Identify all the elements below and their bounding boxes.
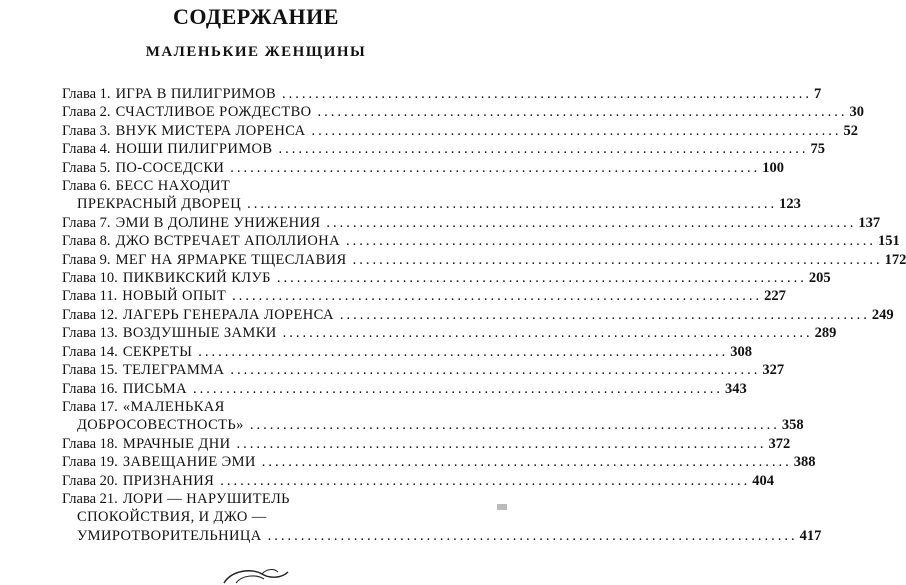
page-number: 417 [799, 527, 822, 544]
dot-leader: ................................................................................ [352, 251, 883, 268]
dot-leader: ................................................................................ [339, 306, 870, 323]
chapter-number: Глава 13. [62, 325, 118, 342]
toc-entry [62, 287, 786, 305]
chapter-title: ВНУК МИСТЕРА ЛОРЕНСА [115, 122, 306, 139]
toc-entry-line [62, 472, 774, 490]
toc-entry-line [62, 416, 804, 434]
chapter-number: Глава 9. [62, 251, 111, 268]
chapter-title: ПРЕКРАСНЫЙ ДВОРЕЦ [77, 196, 242, 213]
dot-leader: ................................................................................ [232, 288, 763, 305]
toc-entry-line [62, 232, 900, 250]
chapter-title: ВОЗДУШНЫЕ ЗАМКИ [122, 325, 277, 342]
toc-entry-line [62, 214, 881, 232]
page-number: 7 [814, 86, 822, 102]
page-title: СОДЕРЖАНИЕ [173, 4, 339, 29]
page-number: 30 [849, 104, 865, 121]
page-number: 249 [871, 306, 894, 323]
chapter-number: Глава 20. [62, 472, 118, 489]
toc-entry [62, 251, 906, 269]
book-title: МАЛЕНЬКИЕ ЖЕНЩИНЫ [145, 44, 367, 60]
chapter-title: МЕГ НА ЯРМАРКЕ ТЩЕСЛАВИЯ [115, 251, 347, 268]
toc-entry-line [62, 380, 747, 398]
chapter-number: Глава 17. [62, 398, 118, 415]
page-number: 52 [843, 122, 858, 139]
toc-entry-line [62, 177, 462, 195]
chapter-title: ПИКВИКСКИЙ КЛУБ [122, 270, 271, 287]
toc-entry [62, 343, 752, 361]
page-number: 372 [768, 435, 791, 452]
flourish-ornament-icon [222, 566, 292, 585]
chapter-number: Глава 6. [62, 178, 111, 195]
dot-leader: ................................................................................ [282, 86, 813, 102]
chapter-title: УМИРОТВОРИТЕЛЬНИЦА [77, 527, 262, 544]
page-number: 358 [781, 417, 804, 434]
chapter-title: СПОКОЙСТВИЯ, И ДЖО — [77, 509, 267, 526]
chapter-title: СЧАСТЛИВОЕ РОЖДЕСТВО [115, 104, 312, 121]
chapter-title: ЛОРИ — НАРУШИТЕЛЬ [122, 490, 290, 507]
dot-leader: ................................................................................ [236, 435, 767, 452]
chapter-title: МРАЧНЫЕ ДНИ [122, 435, 231, 452]
page-number: 123 [779, 196, 801, 213]
page-number: 227 [764, 288, 786, 305]
page-number: 205 [808, 270, 831, 287]
toc-entry-line [62, 85, 822, 103]
chapter-title: ЭМИ В ДОЛИНЕ УНИЖЕНИЯ [115, 214, 321, 231]
chapter-number: Глава 18. [62, 435, 118, 452]
chapter-number: Глава 19. [62, 454, 118, 471]
toc-entry [62, 232, 900, 250]
chapter-title: СЕКРЕТЫ [122, 343, 193, 360]
page-number: 343 [724, 380, 747, 397]
toc-entry [62, 140, 825, 158]
chapter-number: Глава 1. [62, 86, 111, 102]
toc-entry [62, 435, 791, 453]
chapter-title: ПО-СОСЕДСКИ [115, 159, 225, 176]
page-number: 172 [884, 251, 906, 268]
chapter-title: ПРИЗНАНИЯ [122, 472, 215, 489]
toc-entry [62, 122, 858, 140]
chapter-number: Глава 10. [62, 270, 118, 287]
chapter-title: ИГРА В ПИЛИГРИМОВ [115, 86, 277, 102]
toc-entry-line [62, 306, 894, 324]
toc-entry [62, 324, 837, 342]
dot-leader: ................................................................................ [261, 454, 792, 471]
toc-entry-line [62, 453, 816, 471]
page-number: 388 [793, 454, 816, 471]
chapter-number: Глава 7. [62, 214, 111, 231]
chapter-number: Глава 16. [62, 380, 118, 397]
toc-entry-line [62, 398, 462, 416]
page-number: 327 [762, 362, 785, 379]
chapter-number: Глава 11. [62, 288, 118, 305]
toc-entry-line [62, 508, 462, 526]
toc-entry-line [62, 103, 865, 121]
chapter-title: ЗАВЕЩАНИЕ ЭМИ [122, 454, 256, 471]
chapter-title: ЛАГЕРЬ ГЕНЕРАЛА ЛОРЕНСА [122, 306, 334, 323]
dot-leader: ................................................................................ [326, 214, 857, 231]
chapter-title: ДОБРОСОВЕСТНОСТЬ» [77, 417, 244, 434]
toc-entry [62, 306, 894, 324]
page-number: 308 [730, 343, 752, 360]
toc-entry-line [62, 527, 822, 545]
dot-leader: ................................................................................ [267, 527, 798, 544]
toc-entry-line [62, 361, 785, 379]
chapter-title: ТЕЛЕГРАММА [122, 362, 225, 379]
toc-entry-line [62, 343, 752, 361]
toc-entry-line [62, 251, 906, 269]
toc-entry [62, 453, 816, 471]
toc-entry [62, 177, 801, 214]
toc-entry-line [62, 195, 801, 213]
page-number: 151 [877, 233, 900, 250]
dot-leader: ................................................................................ [192, 380, 723, 397]
page-number: 404 [752, 472, 774, 489]
toc-entry-line [62, 435, 791, 453]
dot-leader: ................................................................................ [278, 141, 809, 158]
dot-leader: ................................................................................ [230, 362, 761, 379]
toc-entry [62, 380, 747, 398]
toc-entry [62, 85, 822, 103]
dot-leader: ................................................................................ [247, 196, 778, 213]
chapter-title: НОВЫЙ ОПЫТ [122, 288, 227, 305]
chapter-number: Глава 12. [62, 306, 118, 323]
toc-entry [62, 214, 881, 232]
dot-leader: ................................................................................ [220, 472, 751, 489]
chapter-title: НОШИ ПИЛИГРИМОВ [115, 141, 273, 158]
dot-leader: ................................................................................ [230, 159, 761, 176]
toc-entry-line [62, 324, 837, 342]
toc-entry-line [62, 269, 831, 287]
chapter-number: Глава 8. [62, 233, 111, 250]
chapter-title: ПИСЬМА [122, 380, 187, 397]
chapter-number: Глава 21. [62, 490, 118, 507]
toc-entry [62, 398, 804, 435]
toc-entry-line [62, 490, 462, 508]
dot-leader: ................................................................................ [276, 270, 807, 287]
page-number: 289 [814, 325, 837, 342]
page-number: 100 [762, 159, 785, 176]
chapter-number: Глава 4. [62, 141, 111, 158]
toc-entry-line [62, 140, 825, 158]
toc-entry-line [62, 287, 786, 305]
chapter-number: Глава 14. [62, 343, 118, 360]
chapter-title: «МАЛЕНЬКАЯ [122, 398, 225, 415]
chapter-number: Глава 15. [62, 362, 118, 379]
toc-entry [62, 361, 785, 379]
page-number: 75 [810, 141, 825, 158]
dot-leader: ................................................................................ [249, 417, 780, 434]
dot-leader: ................................................................................ [282, 325, 813, 342]
page-number: 137 [858, 214, 881, 231]
dot-leader: ................................................................................ [198, 343, 729, 360]
chapter-number: Глава 2. [62, 104, 111, 121]
toc-entry [62, 269, 831, 287]
edge-mark [497, 504, 507, 510]
dot-leader: ................................................................................ [317, 104, 848, 121]
toc-entry-line [62, 159, 785, 177]
chapter-number: Глава 5. [62, 159, 111, 176]
toc-entry [62, 472, 774, 490]
chapter-title: ДЖО ВСТРЕЧАЕТ АПОЛЛИОНА [115, 233, 340, 250]
toc-entry [62, 159, 785, 177]
table-of-contents [62, 85, 906, 545]
toc-entry-line [62, 122, 858, 140]
dot-leader: ................................................................................ [311, 122, 842, 139]
chapter-title: БЕСС НАХОДИТ [115, 178, 231, 195]
toc-entry [62, 490, 822, 545]
dot-leader: ................................................................................ [345, 233, 876, 250]
chapter-number: Глава 3. [62, 122, 111, 139]
toc-entry [62, 103, 865, 121]
